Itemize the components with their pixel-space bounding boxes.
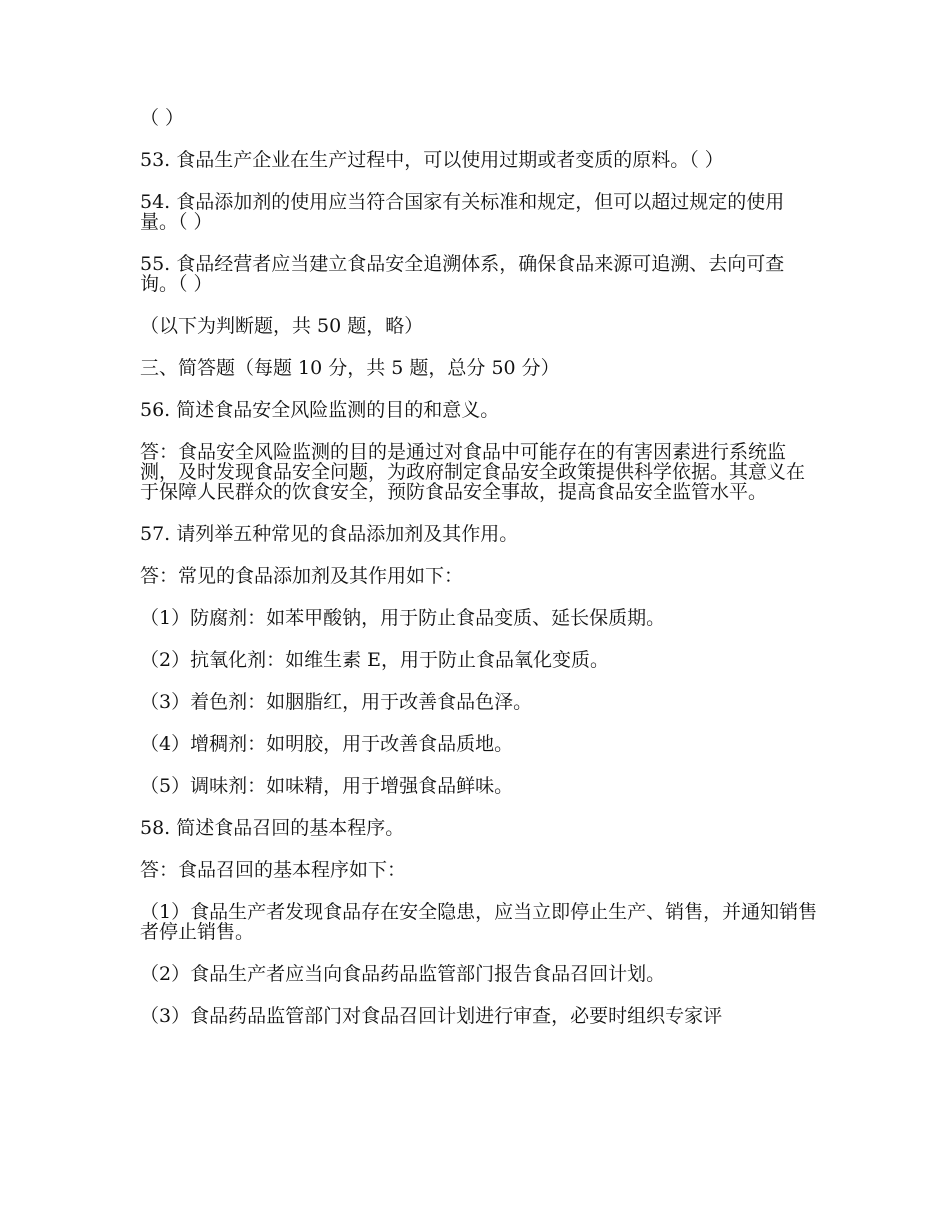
- question-53: 53. 食品生产企业在生产过程中，可以使用过期或者变质的原料。（ ）: [140, 149, 724, 171]
- question-58: 58. 简述食品召回的基本程序。: [140, 817, 405, 839]
- answer-57-item-5: （5）调味剂：如味精，用于增强食品鲜味。: [140, 775, 514, 797]
- omitted-note: （以下为判断题，共 50 题，略）: [140, 315, 424, 337]
- answer-blank-line: （ ）: [140, 107, 185, 129]
- question-55: 55. 食品经营者应当建立食品安全追溯体系，确保食品来源可追溯、去向可查询。（ ）: [140, 253, 785, 295]
- question-57: 57. 请列举五种常见的食品添加剂及其作用。: [140, 523, 519, 545]
- answer-58-item-3: （3）食品药品监管部门对食品召回计划进行审查，必要时组织专家评: [140, 1005, 723, 1027]
- document-page: [140, 108, 820, 1048]
- answer-57-item-4: （4）增稠剂：如明胶，用于改善食品质地。: [140, 733, 514, 755]
- section-heading: 三、简答题（每题 10 分，共 5 题，总分 50 分）: [140, 357, 560, 379]
- answer-57-item-1: （1）防腐剂：如苯甲酸钠，用于防止食品变质、延长保质期。: [140, 607, 666, 629]
- answer-56: 答：食品安全风险监测的目的是通过对食品中可能存在的有害因素进行系统监测，及时发现食品安全问题，为政府制定食品安全政策提供科学依据。其意义在于保障人民群众的饮食安全，预防食品安全事故，提高食品安全监管水平。: [140, 441, 806, 503]
- answer-58-item-2: （2）食品生产者应当向食品药品监管部门报告食品召回计划。: [140, 963, 666, 985]
- answer-58-item-1: （1）食品生产者发现食品存在安全隐患，应当立即停止生产、销售，并通知销售者停止销售。: [140, 901, 818, 943]
- answer-57-intro: 答：常见的食品添加剂及其作用如下：: [140, 565, 464, 587]
- answer-57-item-3: （3）着色剂：如胭脂红，用于改善食品色泽。: [140, 691, 533, 713]
- question-54: 54. 食品添加剂的使用应当符合国家有关标准和规定，但可以超过规定的使用量。（ ）: [140, 191, 785, 233]
- answer-58-intro: 答：食品召回的基本程序如下：: [140, 859, 407, 881]
- answer-57-item-2: （2）抗氧化剂：如维生素 E，用于防止食品氧化变质。: [140, 649, 609, 671]
- question-56: 56. 简述食品安全风险监测的目的和意义。: [140, 399, 500, 421]
